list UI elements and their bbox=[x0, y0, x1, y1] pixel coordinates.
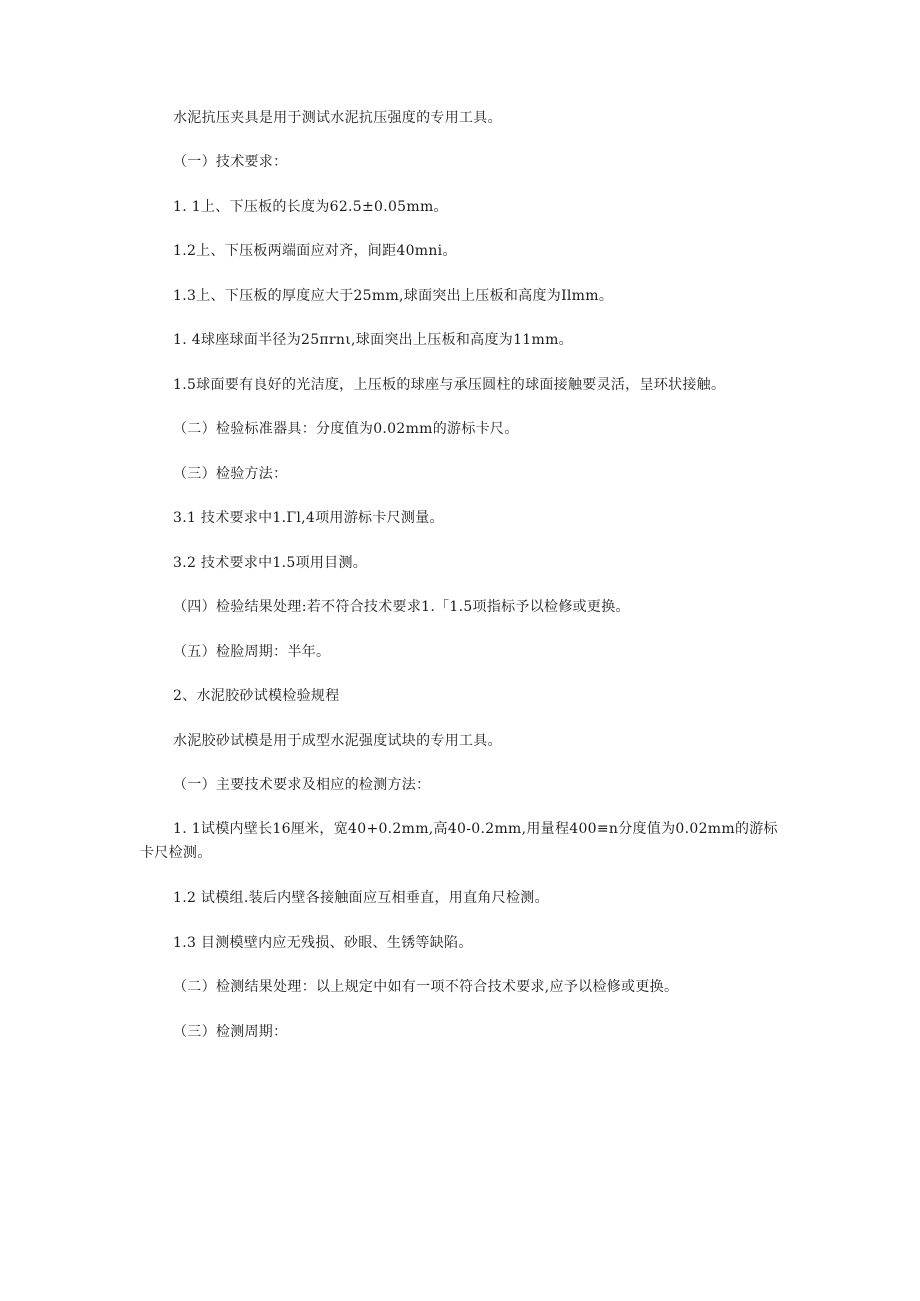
paragraph-intro-mold: 水泥胶砂试模是用于成型水泥强度试块的专用工具。 bbox=[173, 733, 502, 749]
paragraph-item-1-5: 1.5球面要有良好的光洁度，上压板的球座与承压圆柱的球面接触要灵活，呈环状接触。 bbox=[173, 377, 726, 393]
paragraph-result-handling: （四）检验结果处理:若不符合技术要求1.「1.5项指标予以检修或更换。 bbox=[173, 599, 630, 615]
paragraph-item-1-2: 1.2上、下压板两端面应对齐，间距40mni。 bbox=[173, 243, 457, 259]
paragraph-mold-item-1-1: 1. 1试模内壁长16厘米，宽40+0.2mm,高40-0.2mm,用量程400≡n分度值为0.02mm的游标卡尺检测。 bbox=[140, 821, 778, 861]
paragraph-item-1-4: 1. 4球座球面半径为25πrnι,球面突出上压板和高度为11mm。 bbox=[173, 332, 573, 348]
paragraph-item-1-3: 1.3上、下压板的厚度应大于25mm,球面突出上压板和高度为Ilmm。 bbox=[173, 288, 614, 304]
heading-inspection-method: （三）检验方法： bbox=[173, 466, 288, 482]
paragraph-item-3-2: 3.2 技术要求中1.5项用目测。 bbox=[173, 555, 368, 571]
paragraph-mold-item-1-3: 1.3 目测模壁内应无残损、砂眼、生锈等缺陷。 bbox=[173, 935, 473, 951]
paragraph-item-3-1: 3.1 技术要求中1.Γl,4项用游标卡尺测量。 bbox=[173, 510, 444, 526]
heading-main-requirements: （一）主要技术要求及相应的检测方法： bbox=[173, 777, 431, 793]
heading-technical-requirements: （一）技术要求： bbox=[173, 154, 288, 170]
paragraph-item-1-1: 1. 1上、下压板的长度为62.5±0.05mm。 bbox=[173, 199, 448, 215]
paragraph-mold-item-1-2: 1.2 试模组.装后内壁各接触面应互相垂直，用直角尺检测。 bbox=[173, 890, 549, 906]
heading-inspection-tools: （二）检验标准器具：分度值为0.02mm的游标卡尺。 bbox=[173, 421, 519, 437]
paragraph-detection-result: （二）检测结果处理：以上规定中如有一项不符合技术要求,应予以检修或更换。 bbox=[173, 979, 679, 995]
heading-section-2: 2、水泥胶砂试模检验规程 bbox=[173, 688, 340, 704]
heading-detection-period: （三）检测周期： bbox=[173, 1024, 288, 1040]
paragraph-intro-clamp: 水泥抗压夹具是用于测试水泥抗压强度的专用工具。 bbox=[173, 110, 502, 126]
paragraph-inspection-period: （五）检脸周期：半年。 bbox=[173, 644, 331, 660]
